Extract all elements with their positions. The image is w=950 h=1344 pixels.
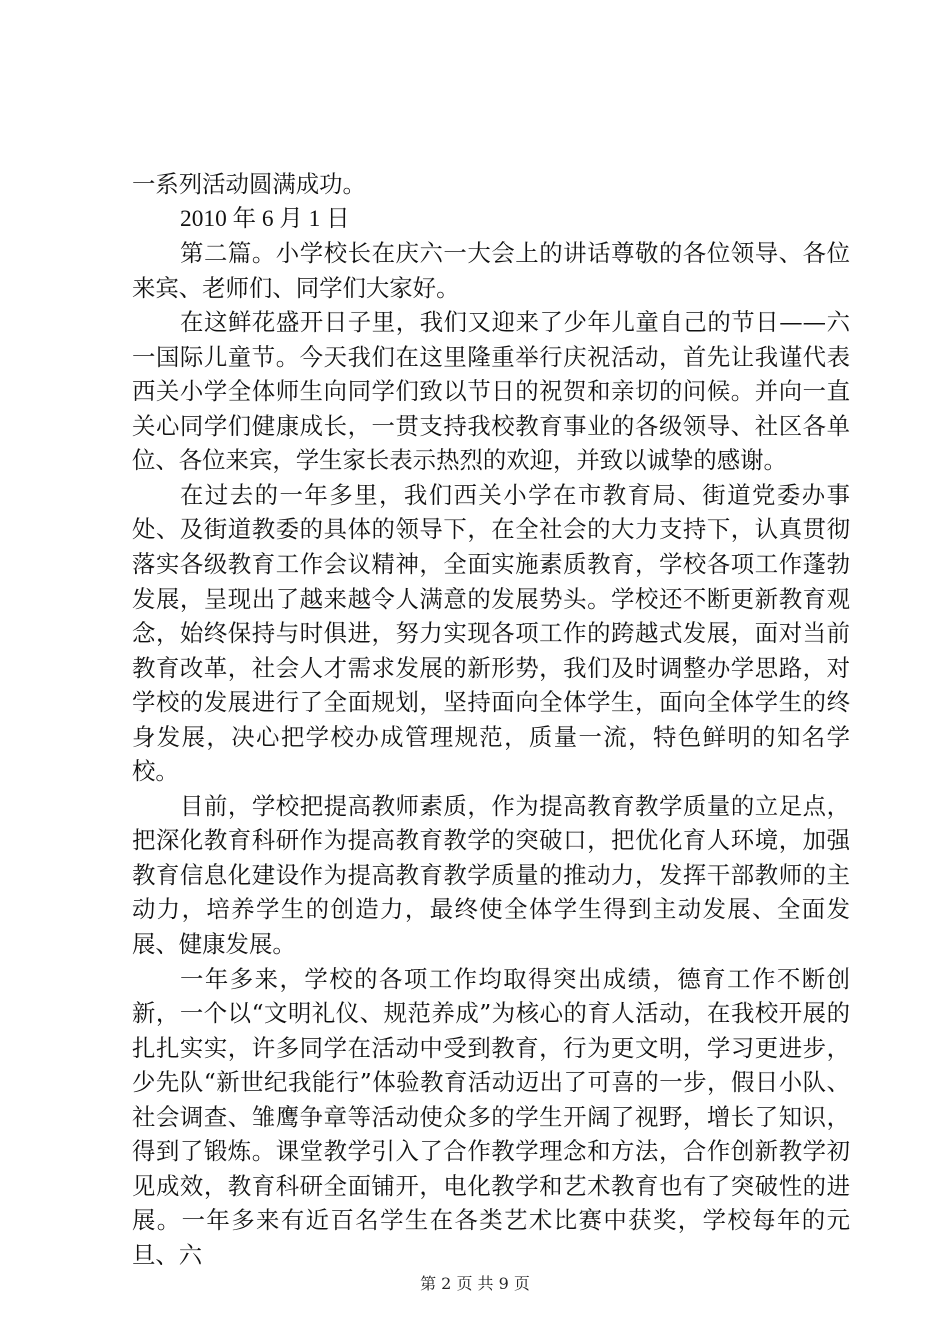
paragraph: 在这鲜花盛开日子里，我们又迎来了少年儿童自己的节日——六一国际儿童节。今天我们在这里隆重举行庆祝活动，首先让我谨代表西关小学全体师生向同学们致以节日的祝贺和亲切的问候。并向一直关心同学们健康成长，一贯支持我校教育事业的各级领导、社区各单位、各位来宾，学生家长表示热烈的欢迎，并致以诚挚的感谢。 <box>132 308 850 475</box>
paragraph: 目前，学校把提高教师素质，作为提高教育教学质量的立足点，把深化教育科研作为提高教育教学的突破口，把优化育人环境，加强教育信息化建设作为提高教育教学质量的推动力，发挥干部教师的主动力，培养学生的创造力，最终使全体学生得到主动发展、全面发展、健康发展。 <box>132 791 850 959</box>
document-body <box>132 167 850 1273</box>
date-line: 2010 年 6 月 1 日 <box>180 205 350 232</box>
paragraph: 在过去的一年多里，我们西关小学在市教育局、街道党委办事处、及街道教委的具体的领导下，在全社会的大力支持下，认真贯彻落实各级教育工作会议精神，全面实施素质教育，学校各项工作蓬勃发展，呈现出了越来越令人满意的发展势头。学校还不断更新教育观念，始终保持与时俱进，努力实现各项工作的跨越式发展，面对当前教育改革，社会人才需求发展的新形势，我们及时调整办学思路，对学校的发展进行了全面规划，坚持面向全体学生，面向全体学生的终身发展，决心把学校办成管理规范，质量一流，特色鲜明的知名学校。 <box>132 480 850 786</box>
page-footer: 第 2 页 共 9 页 <box>420 1274 530 1293</box>
paragraph: 一年多来，学校的各项工作均取得突出成绩，德育工作不断创新，一个以“文明礼仪、规范养成”为核心的育人活动，在我校开展的扎扎实实，许多同学在活动中受到教育，行为更文明，学习更进步，少先队“新世纪我能行”体验教育活动迈出了可喜的一步，假日小队、社会调查、雏鹰争章等活动使众多的学生开阔了视野，增长了知识，得到了锻炼。课堂教学引入了合作教学理念和方法，合作创新教学初见成效，教育科研全面铺开，电化教学和艺术教育也有了突破性的进展。一年多来有近百名学生在各类艺术比赛中获奖，学校每年的元旦、六 <box>132 964 850 1269</box>
paragraph-continuation: 一系列活动圆满成功。 <box>132 170 366 198</box>
section-heading-paragraph: 第二篇。小学校长在庆六一大会上的讲话尊敬的各位领导、各位来宾、老师们、同学们大家好。 <box>132 239 850 302</box>
